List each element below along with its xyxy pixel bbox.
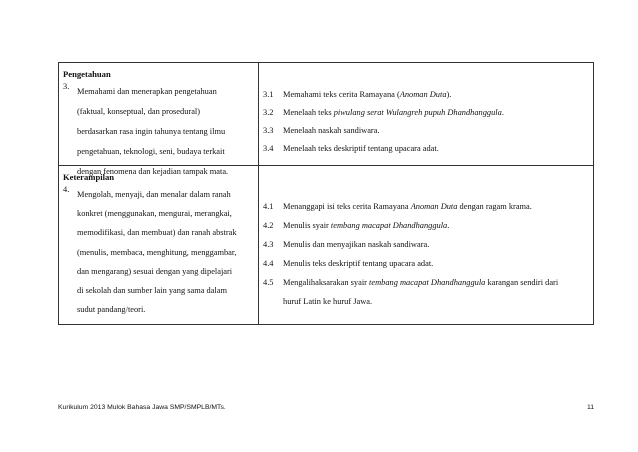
item-number: 3.2 xyxy=(263,108,274,117)
kd-4 xyxy=(63,185,254,319)
item-text: Menulis dan menyajikan naskah sandiwara. xyxy=(283,240,430,249)
list-item xyxy=(263,197,589,216)
item-text: Menelaah teks deskriptif tentang upacara adat. xyxy=(283,144,439,153)
kd-3-line: pengetahuan, teknologi, seni, budaya terkait xyxy=(77,147,225,156)
kd-3-number: 3. xyxy=(63,82,70,91)
item-text: Menulis syair xyxy=(283,221,331,230)
list-item xyxy=(263,235,589,254)
item-text: Menanggapi isi teks cerita Ramayana xyxy=(283,202,411,211)
pengetahuan-basic-competencies xyxy=(259,63,593,165)
kd-3-line: dengan fenomena dan kejadian tampak mata. xyxy=(77,167,229,176)
list-item xyxy=(263,122,589,140)
item-text: karangan sendiri dari xyxy=(485,278,559,287)
kd-4-line: konkret (menggunakan, mengurai, merangkai, xyxy=(77,209,232,219)
page-number: 11 xyxy=(586,404,594,411)
pengetahuan-heading: Pengetahuan xyxy=(63,69,111,79)
keterampilan-core-competency xyxy=(59,166,259,324)
item-italic-text: piwulang serat Wulangreh pupuh Dhandhanggula xyxy=(333,108,502,117)
item-italic-text: tembang macapat Dhandhanggula xyxy=(369,278,486,287)
kd-4-text xyxy=(77,185,254,319)
item-text: Menulis teks deskriptif tentang upacara adat. xyxy=(283,259,434,268)
keterampilan-row xyxy=(59,166,593,324)
page-footer xyxy=(58,404,594,411)
item-number: 4.1 xyxy=(263,202,274,211)
kd-4-line: dan mengarang) sesuai dengan yang dipelajari xyxy=(77,266,233,276)
kd-4-line: di sekolah dan sumber lain yang sama dalam xyxy=(77,286,228,296)
item-text: dengan ragam krama. xyxy=(457,202,532,211)
item-italic-text: Anoman Duta xyxy=(399,90,447,99)
kd-4-line: sudut pandang/teori. xyxy=(77,305,146,315)
keterampilan-heading: Keterampilan xyxy=(63,172,115,182)
item-number: 3.1 xyxy=(263,90,274,99)
list-item xyxy=(263,104,589,122)
item-text: ). xyxy=(446,90,452,99)
list-item xyxy=(263,254,589,273)
kd-4-line: (menulis, membaca, menghitung, menggambar, xyxy=(77,247,237,257)
kd-3-line: (faktual, konseptual, dan prosedural) xyxy=(77,107,201,116)
competency-table xyxy=(58,62,594,325)
pengetahuan-core-competency xyxy=(59,63,259,176)
keterampilan-basic-competencies xyxy=(259,166,593,324)
pengetahuan-row xyxy=(59,63,593,176)
footer-title: Kurikulum 2013 Mulok Bahasa Jawa SMP/SMPLB/MTs. xyxy=(58,404,226,411)
item-number: 4.4 xyxy=(263,259,274,268)
kd-4-number: 4. xyxy=(63,185,70,194)
list-item xyxy=(263,140,589,158)
list-item xyxy=(263,86,589,104)
kd-4-line: memodifikasi, dan membuat) dan ranah abstrak xyxy=(77,228,237,238)
item-number: 3.3 xyxy=(263,126,274,135)
item-text: Memahami teks cerita Ramayana ( xyxy=(283,90,400,99)
kd-3-line: berdasarkan rasa ingin tahunya tentang ilmu xyxy=(77,127,226,136)
item-number: 3.4 xyxy=(263,144,274,153)
item-italic-text: tembang macapat Dhandhanggula xyxy=(330,221,448,230)
item-text: Mengalihaksarakan syair xyxy=(283,278,370,287)
list-item xyxy=(263,273,589,311)
item-text: . xyxy=(501,108,504,117)
item-number: 4.2 xyxy=(263,221,274,230)
item-italic-text: Anoman Duta xyxy=(410,202,458,211)
kd-4-line: Mengolah, menyaji, dan menalar dalam ranah xyxy=(77,190,231,199)
kd-3-line: Memahami dan menerapkan pengetahuan xyxy=(77,87,217,96)
list-item xyxy=(263,216,589,235)
item-text: huruf Latin ke huruf Jawa. xyxy=(283,297,373,306)
item-text: Menelaah teks xyxy=(283,108,334,117)
item-text: Menelaah naskah sandiwara. xyxy=(283,126,380,135)
item-number: 4.5 xyxy=(263,278,274,287)
item-number: 4.3 xyxy=(263,240,274,249)
item-text: . xyxy=(447,221,450,230)
